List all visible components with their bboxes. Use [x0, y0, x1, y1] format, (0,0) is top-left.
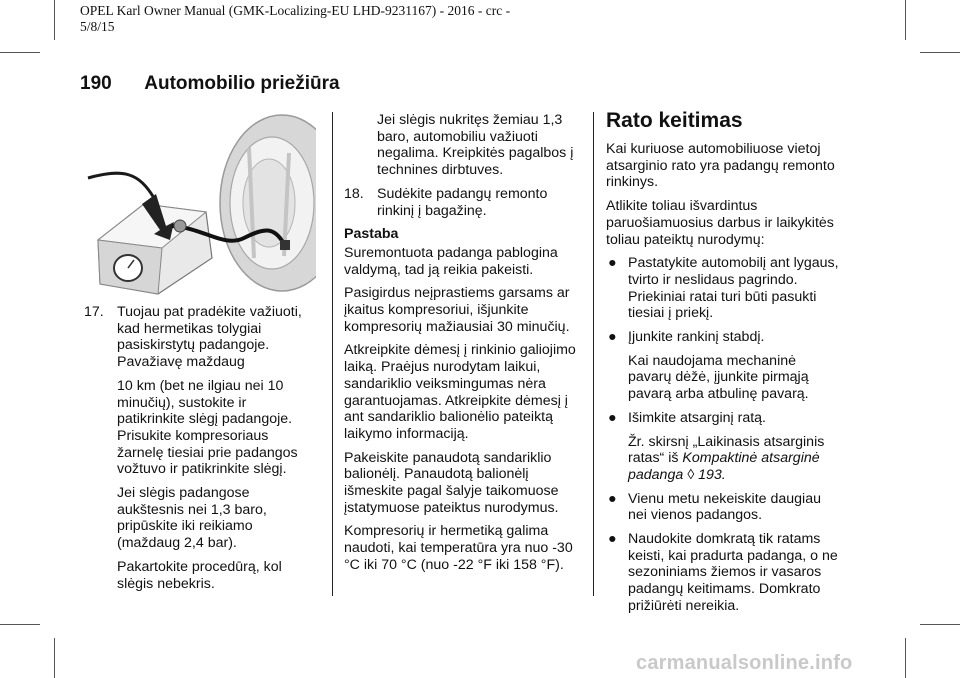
paragraph-pressure-high: Jei slėgis padangose aukštesnis nei 1,3 baro, pripūskite iki reikiamo (maždaug 2,4 bar).: [117, 485, 267, 552]
reference-prefix: Žr. skirsnį „Laikinasis atsarginis ratas“ iš: [628, 433, 825, 467]
reference-link[interactable]: Kompaktinė atsarginė padanga: [628, 450, 820, 483]
paragraph-prep: Atlikite toliau išvardintus paruošiamuosius darbus ir laikykitės toliau pateiktų nurodymų:: [606, 198, 834, 248]
step-17: [84, 304, 314, 371]
column-middle: [344, 112, 584, 581]
crop-mark: [54, 0, 55, 40]
page-heading: [80, 73, 340, 95]
bullet-text: Vienu metu nekeiskite daugiau nei vienos padangos.: [628, 490, 821, 524]
bullet-item: [606, 329, 842, 346]
crop-mark: [905, 638, 906, 678]
bullet-text: Pastatykite automobilį ant lygaus, tvirto ir neslidaus pagrindo. Priekiniai ratai turi būti pasukti tiesiai į priekį.: [628, 255, 839, 322]
bullet-item: [606, 491, 842, 524]
column-right: [606, 109, 842, 622]
print-metadata-line2: 5/8/15: [80, 19, 115, 34]
paragraph-expiry: Atkreipkite dėmesį į rinkinio galiojimo laiką. Praėjus nurodytam laikui, sandariklio veiksmingumas nėra garantuojamas. Atkreipkite dėmesį į ant sandariklio balionėlio pateiktą laikymo informaciją.: [344, 342, 576, 442]
paragraph-pressure-low: Jei slėgis nukritęs žemiau 1,3 baro, automobiliu važiuoti negalima. Kreipkitės pagalbos į technines dirbtuves.: [377, 112, 574, 179]
step-text: Sudėkite padangų remonto rinkinį į bagažinę.: [377, 185, 548, 219]
crop-mark: [0, 52, 40, 53]
bullet-icon: ●: [608, 531, 617, 548]
paragraph-replace: Pakeiskite panaudotą sandariklio balionėlį. Panaudotą balionėlį išmeskite pagal šalyje taikomuose įstatymuose pateiktus nurodymus.: [344, 449, 559, 516]
paragraph-repeat: Pakartokite procedūrą, kol slėgis nebekris.: [117, 558, 282, 592]
section-title: Automobilio priežiūra: [144, 73, 340, 94]
paragraph-intro: Kai kuriuose automobiliuose vietoj atsarginio rato yra padangų remonto rinkinys.: [606, 141, 835, 191]
watermark: carmanualsonline.info: [636, 652, 853, 674]
bullet-item: [606, 531, 842, 615]
paragraph-drive-check: 10 km (bet ne ilgiau nei 10 minučių), sustokite ir patikrinkite slėgį padangoje. Prisukite kompresoriaus žarnelę tiesiai prie padangos vožtuvo ir patikrinkite slėgį.: [117, 377, 298, 478]
step-text: Tuojau pat pradėkite važiuoti, kad hermetikas tolygiai pasiskirstytų padangoje. Pavažiavę maždaug: [117, 304, 302, 371]
crop-mark: [905, 0, 906, 40]
bullet-text: Įjunkite rankinį stabdį.: [628, 329, 765, 346]
note-text: Suremontuota padanga pablogina valdymą, tad ją reikia pakeisti.: [344, 244, 558, 278]
column-divider: [332, 112, 333, 596]
crop-mark: [920, 52, 960, 53]
bullet-item: [606, 255, 842, 322]
bullet-item: [606, 410, 842, 427]
paragraph-noise: Pasigirdus neįprastiems garsams ar įkaitus kompresoriui, išjunkite kompresorių mažiausiai 30 minučių.: [344, 285, 570, 335]
cross-reference: [606, 434, 842, 484]
bullet-icon: ●: [608, 490, 617, 507]
subsection-title: Rato keitimas: [606, 109, 743, 132]
paragraph-temperature: Kompresorių ir hermetiką galima naudoti, kai temperatūra yra nuo -30 °C iki 70 °C (nuo -22 °F iki 158 °F).: [344, 523, 573, 573]
step-18: [344, 186, 584, 219]
bullet-subtext: Kai naudojama mechaninė pavarų dėžė, įjunkite pirmąją pavarą arba atbulinę pavarą.: [628, 352, 809, 403]
note-title: Pastaba: [344, 226, 399, 243]
page-number: 190: [80, 73, 112, 94]
step-number: 17.: [84, 304, 104, 320]
print-metadata-line1: OPEL Karl Owner Manual (GMK-Localizing-EU LHD-9231167) - 2016 - crc -: [80, 3, 511, 18]
bullet-icon: ●: [608, 409, 617, 426]
column-divider: [593, 112, 594, 596]
reference-page: ◊ 193.: [683, 466, 726, 483]
bullet-icon: ●: [608, 329, 617, 346]
crop-mark: [920, 624, 960, 625]
bullet-text: Išimkite atsarginį ratą.: [628, 409, 766, 426]
bullet-text: Naudokite domkratą tik ratams keisti, kai pradurta padanga, o ne sezoniniams žiemos ir vasaros padangų keitimams. Domkrato prižiūrėti nereikia.: [628, 531, 838, 614]
compressor-illustration: [84, 108, 316, 298]
bullet-icon: ●: [608, 255, 617, 272]
step-number: 18.: [344, 185, 364, 202]
crop-mark: [54, 638, 55, 678]
column-left: [84, 108, 314, 599]
print-metadata: [80, 3, 510, 35]
crop-mark: [0, 624, 40, 625]
